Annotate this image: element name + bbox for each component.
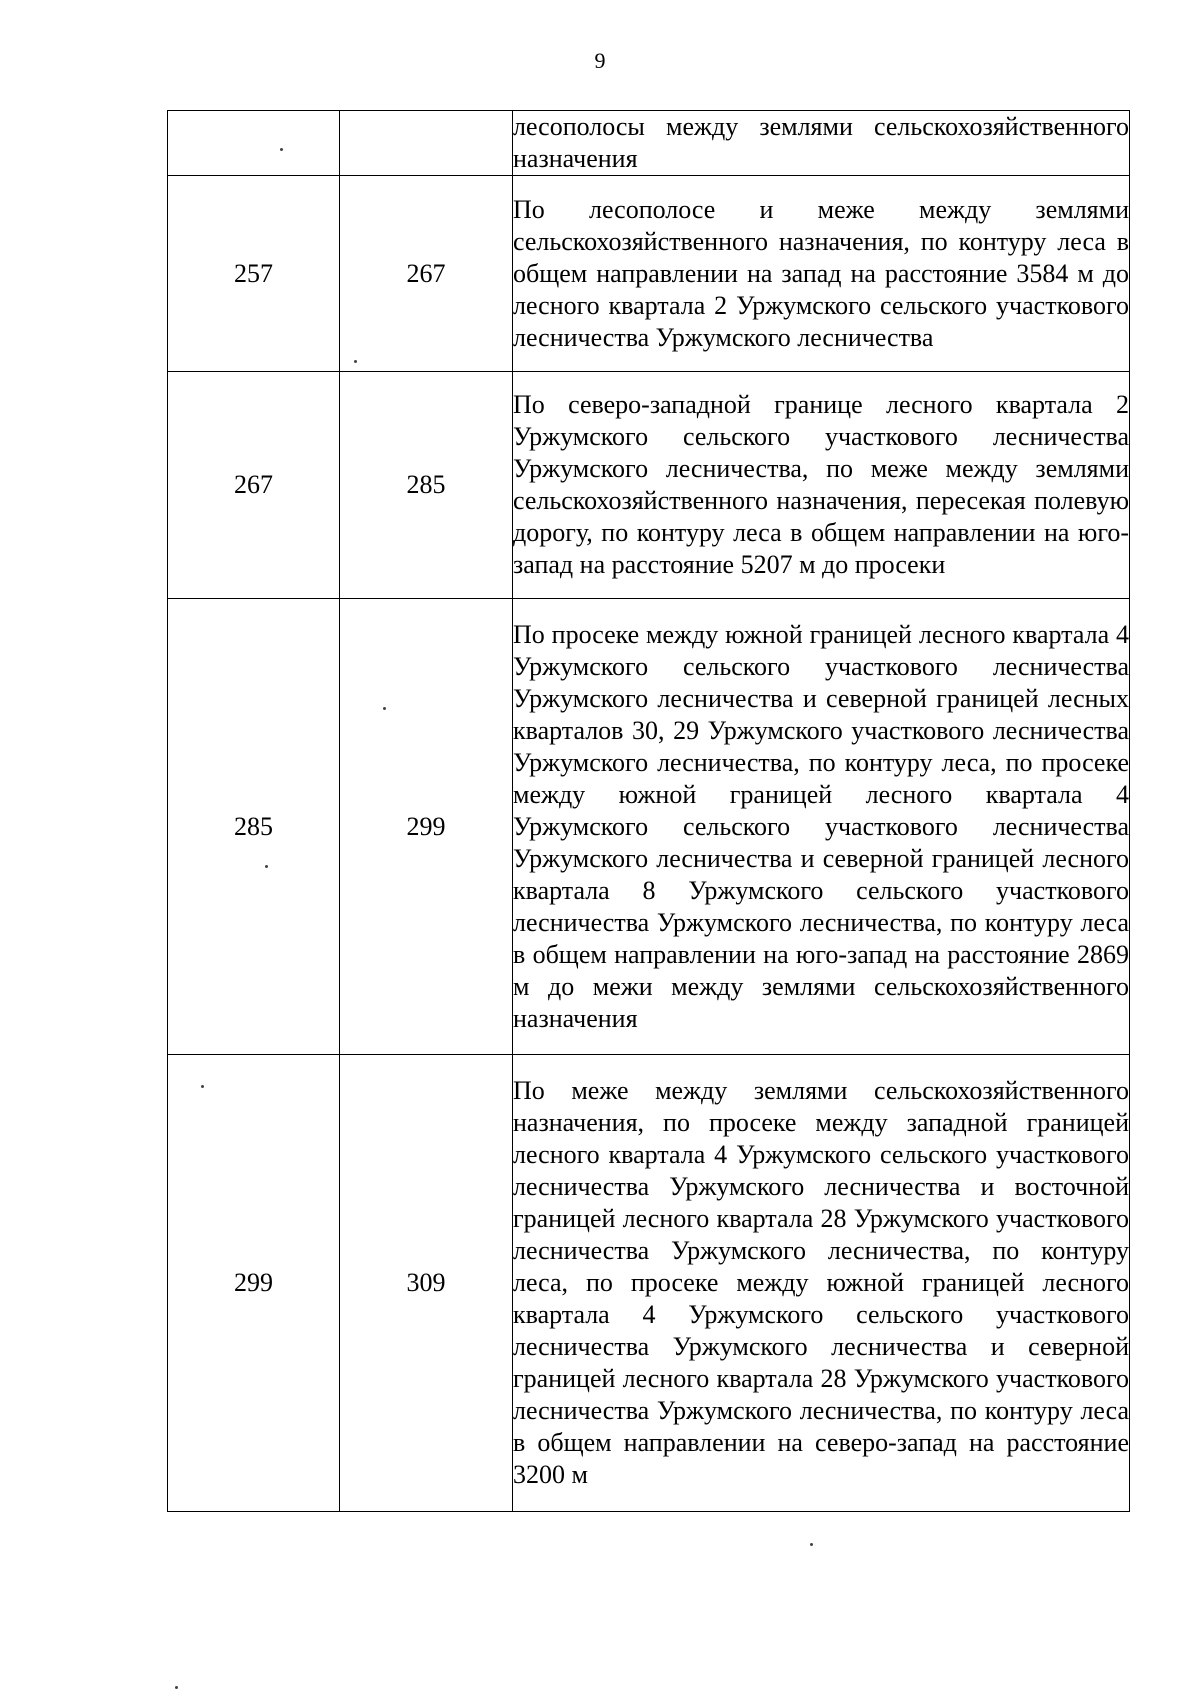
description-cell: По просеке между южной границей лесного квартала 4 Уржумского сельского участкового лесничества Уржумского лесничества и северной границей лесных кварталов 30, 29 Уржумского участкового лесничества Уржумского лесничества, по контуру леса, по просеке между южной границей лесного квартала 4 Уржумского сельского участкового лесничества Уржумского лесничества и северной границей лесного квартала 8 Уржумского сельского участкового лесничества Уржумского лесничества, по контуру леса в общем направлении на юго-запад на расстояние 2869 м до межи между землями сельскохозяйственного назначения (513, 599, 1130, 1055)
table-row (168, 1055, 1130, 1512)
table-row (168, 176, 1130, 372)
scan-speck (265, 865, 268, 868)
from-point-cell (168, 111, 340, 176)
to-point-cell: 299 (340, 599, 513, 1055)
from-point-cell: 285 (168, 599, 340, 1055)
to-point-cell (340, 111, 513, 176)
scan-speck (280, 148, 283, 151)
scan-speck (175, 1686, 178, 1689)
page-number: 9 (594, 48, 606, 73)
from-point-cell: 299 (168, 1055, 340, 1512)
scan-speck (810, 1543, 813, 1546)
scan-speck (383, 707, 386, 710)
boundary-table (167, 110, 1130, 1512)
table-row (168, 599, 1130, 1055)
to-point-cell: 285 (340, 372, 513, 599)
table-row (168, 372, 1130, 599)
scan-speck (354, 360, 357, 363)
from-point-cell: 257 (168, 176, 340, 372)
description-cell: По лесополосе и меже между землями сельскохозяйственного назначения, по контуру леса в общем направлении на запад на расстояние 3584 м до лесного квартала 2 Уржумского сельского участкового лесничества Уржумского лесничества (513, 176, 1130, 372)
from-point-cell: 267 (168, 372, 340, 599)
scan-speck (201, 1085, 204, 1088)
to-point-cell: 267 (340, 176, 513, 372)
description-cell: По меже между землями сельскохозяйственного назначения, по просеке между западной границей лесного квартала 4 Уржумского сельского участкового лесничества Уржумского лесничества и восточной границей лесного квартала 28 Уржумского участкового лесничества Уржумского лесничества, по контуру леса, по просеке между южной границей лесного квартала 4 Уржумского сельского участкового лесничества Уржумского лесничества и северной границей лесного квартала 28 Уржумского участкового лесничества Уржумского лесничества, по контуру леса в общем направлении на северо-запад на расстояние 3200 м (513, 1055, 1130, 1512)
description-cell: лесополосы между землями сельскохозяйственного назначения (513, 111, 1130, 176)
description-cell: По северо-западной границе лесного квартала 2 Уржумского сельского участкового лесничества Уржумского лесничества, по меже между землями сельскохозяйственного назначения, пересекая полевую дорогу, по контуру леса в общем направлении на юго-запад на расстояние 5207 м до просеки (513, 372, 1130, 599)
table-row (168, 111, 1130, 176)
to-point-cell: 309 (340, 1055, 513, 1512)
